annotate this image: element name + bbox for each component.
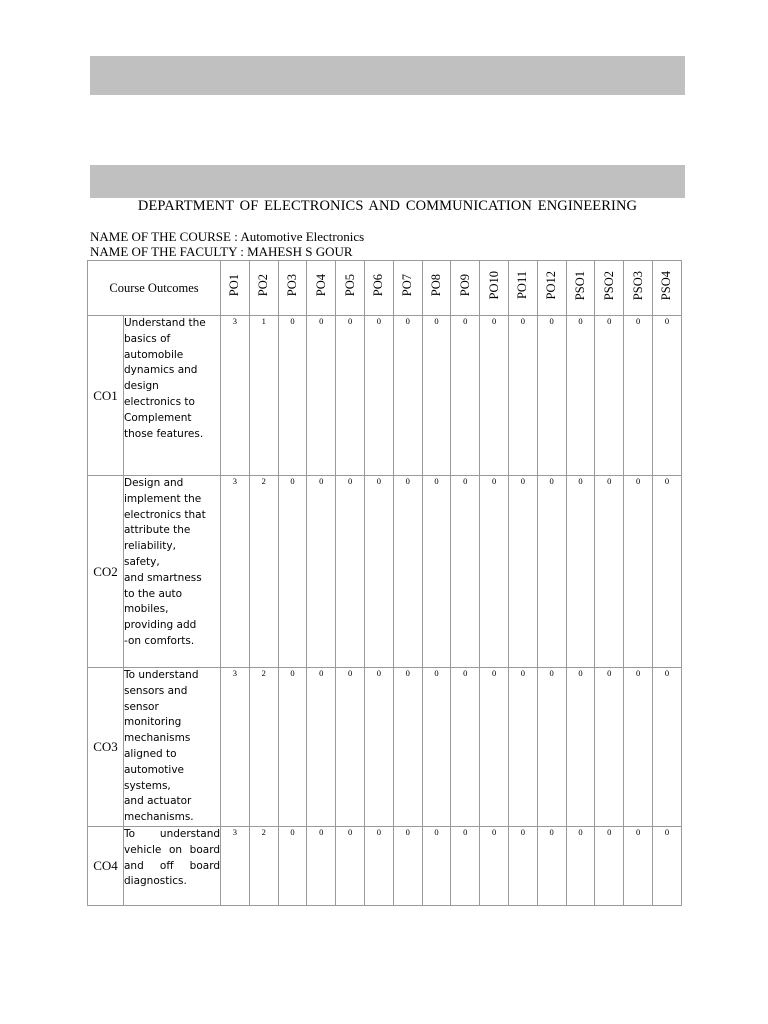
mapping-value-cell: 0 [508, 316, 537, 476]
mapping-value-cell: 0 [307, 476, 336, 668]
mapping-value-cell: 0 [566, 668, 595, 827]
mapping-value-cell: 0 [537, 827, 566, 906]
description-text: -on comforts. [124, 634, 195, 647]
mapping-value-cell: 0 [422, 827, 451, 906]
mapping-value-cell: 0 [278, 668, 307, 827]
mapping-value-cell: 0 [307, 827, 336, 906]
mapping-value-cell: 0 [451, 668, 480, 827]
description-text: mechanisms. [124, 811, 194, 824]
column-header-po11 [508, 261, 537, 316]
description-text: aligned to [124, 747, 177, 760]
column-header-po4 [307, 261, 336, 316]
mapping-value-cell: 1 [249, 316, 278, 476]
description-text: automobile [124, 348, 184, 361]
mapping-value-cell: 0 [537, 668, 566, 827]
description-text: To understand [124, 669, 199, 681]
mapping-value-cell: 0 [336, 668, 365, 827]
course-outcome-description [124, 827, 221, 906]
table-row [88, 827, 682, 906]
course-outcome-label: CO4 [88, 827, 124, 906]
mapping-value-cell: 0 [595, 316, 624, 476]
mapping-value-cell: 0 [480, 668, 509, 827]
column-header-label: PSO4 [659, 270, 674, 301]
faculty-name-line: NAME OF THE FACULTY : MAHESH S GOUR [90, 244, 353, 259]
mapping-value-cell: 0 [451, 476, 480, 668]
column-header-label: PO7 [400, 274, 415, 297]
column-header-label: PO1 [227, 274, 242, 297]
mapping-value-cell: 0 [278, 827, 307, 906]
column-header-po7 [393, 261, 422, 316]
column-header-po1 [221, 261, 250, 316]
mapping-value-cell: 0 [336, 316, 365, 476]
column-header-label: PSO2 [601, 270, 616, 301]
mapping-value-cell: 0 [336, 827, 365, 906]
description-text: electronics that [124, 508, 206, 521]
mapping-value-cell: 0 [508, 827, 537, 906]
mapping-value-cell: 0 [278, 316, 307, 476]
column-header-label: PO8 [428, 274, 443, 297]
mapping-value-cell: 0 [365, 476, 394, 668]
description-text: Complement [124, 411, 192, 424]
mapping-value-cell: 0 [624, 668, 653, 827]
mapping-value-cell: 0 [422, 476, 451, 668]
description-text: Design and [124, 477, 184, 489]
column-header-po3 [278, 261, 307, 316]
mapping-value-cell: 0 [393, 316, 422, 476]
mapping-value-cell: 0 [566, 476, 595, 668]
mapping-value-cell: 0 [595, 668, 624, 827]
mapping-value-cell: 0 [365, 668, 394, 827]
mapping-value-cell: 0 [566, 827, 595, 906]
department-heading: DEPARTMENT OF ELECTRONICS AND COMMUNICATION ENGINEERING [137, 198, 638, 214]
course-outcome-label: CO3 [88, 668, 124, 827]
course-outcomes-header: Course Outcomes [88, 261, 221, 316]
description-text: attribute the [124, 524, 191, 537]
column-header-label: PO9 [457, 274, 472, 297]
mapping-value-cell: 0 [365, 316, 394, 476]
description-text: sensors and [124, 684, 188, 697]
column-header-label: PO11 [515, 271, 530, 300]
column-header-pso1 [566, 261, 595, 316]
table-row [88, 316, 682, 476]
mapping-value-cell: 0 [537, 476, 566, 668]
column-header-label: PO6 [371, 274, 386, 297]
column-header-pso4 [652, 261, 681, 316]
description-text: reliability, [124, 540, 176, 553]
description-text: automotive [124, 763, 184, 776]
description-text: mobiles, [124, 603, 169, 616]
mapping-value-cell: 0 [508, 668, 537, 827]
description-text: To understand vehicle on board and off board diagnostics. [124, 828, 221, 888]
column-header-label: PSO1 [572, 270, 587, 301]
course-outcome-label: CO1 [88, 316, 124, 476]
column-header-po5 [336, 261, 365, 316]
mapping-value-cell: 0 [307, 668, 336, 827]
column-header-label: PO10 [486, 271, 501, 300]
mapping-value-cell: 0 [652, 476, 681, 668]
mapping-value-cell: 0 [393, 827, 422, 906]
title-band [90, 165, 685, 198]
column-header-label: PO4 [313, 274, 328, 297]
course-outcome-description [124, 316, 221, 476]
mapping-value-cell: 0 [393, 668, 422, 827]
course-name-line: NAME OF THE COURSE : Automotive Electronics [90, 229, 365, 244]
column-header-label: PO5 [342, 274, 357, 297]
mapping-value-cell: 0 [508, 476, 537, 668]
column-header-label: PO3 [285, 274, 299, 297]
description-text: to the auto [124, 587, 183, 600]
column-header-label: PSO3 [630, 270, 645, 301]
mapping-value-cell: 0 [307, 316, 336, 476]
column-header-label: PO2 [256, 274, 271, 297]
column-header-pso2 [595, 261, 624, 316]
mapping-value-cell: 2 [249, 668, 278, 827]
course-outcome-description [124, 476, 221, 668]
mapping-value-cell: 0 [451, 827, 480, 906]
mapping-value-cell: 3 [221, 316, 250, 476]
mapping-value-cell: 0 [393, 476, 422, 668]
mapping-value-cell: 0 [422, 668, 451, 827]
mapping-value-cell: 0 [595, 476, 624, 668]
description-text: basics of [124, 332, 171, 345]
mapping-value-cell: 0 [537, 316, 566, 476]
description-text: implement the [124, 492, 202, 505]
mapping-value-cell: 0 [624, 476, 653, 668]
mapping-value-cell: 2 [249, 827, 278, 906]
mapping-value-cell: 0 [480, 827, 509, 906]
course-outcome-label: CO2 [88, 476, 124, 668]
mapping-value-cell: 0 [480, 476, 509, 668]
description-text: those features. [124, 427, 204, 440]
mapping-value-cell: 0 [566, 316, 595, 476]
description-text: electronics to [124, 395, 195, 408]
mapping-value-cell: 0 [480, 316, 509, 476]
column-header-pso3 [624, 261, 653, 316]
description-text: sensor [124, 700, 159, 713]
mapping-value-cell: 3 [221, 476, 250, 668]
description-text: design [124, 380, 159, 393]
mapping-value-cell: 0 [652, 316, 681, 476]
mapping-value-cell: 0 [422, 316, 451, 476]
table-row [88, 476, 682, 668]
description-text: dynamics and [124, 364, 198, 377]
mapping-value-cell: 2 [249, 476, 278, 668]
description-text: Understand the [124, 317, 206, 329]
mapping-value-cell: 0 [624, 827, 653, 906]
column-header-po2 [249, 261, 278, 316]
description-text: monitoring [124, 716, 182, 729]
description-text: and smartness [124, 571, 202, 584]
column-header-po9 [451, 261, 480, 316]
course-outcome-description [124, 668, 221, 827]
mapping-value-cell: 3 [221, 668, 250, 827]
mapping-value-cell: 0 [451, 316, 480, 476]
mapping-value-cell: 0 [278, 476, 307, 668]
description-text: providing add [124, 619, 197, 632]
column-header-po8 [422, 261, 451, 316]
column-header-po6 [365, 261, 394, 316]
header-band [90, 56, 685, 95]
table-row [88, 668, 682, 827]
mapping-value-cell: 3 [221, 827, 250, 906]
mapping-value-cell: 0 [624, 316, 653, 476]
description-text: and actuator [124, 795, 192, 808]
mapping-value-cell: 0 [595, 827, 624, 906]
column-header-label: PO12 [544, 271, 559, 300]
column-header-po10 [480, 261, 509, 316]
description-text: systems, [124, 779, 171, 792]
mapping-value-cell: 0 [365, 827, 394, 906]
description-text: mechanisms [124, 732, 191, 745]
table-header-row [88, 261, 682, 316]
column-header-po12 [537, 261, 566, 316]
description-text: safety, [124, 555, 160, 568]
mapping-value-cell: 0 [336, 476, 365, 668]
mapping-value-cell: 0 [652, 827, 681, 906]
co-po-mapping-table [87, 260, 682, 906]
mapping-value-cell: 0 [652, 668, 681, 827]
